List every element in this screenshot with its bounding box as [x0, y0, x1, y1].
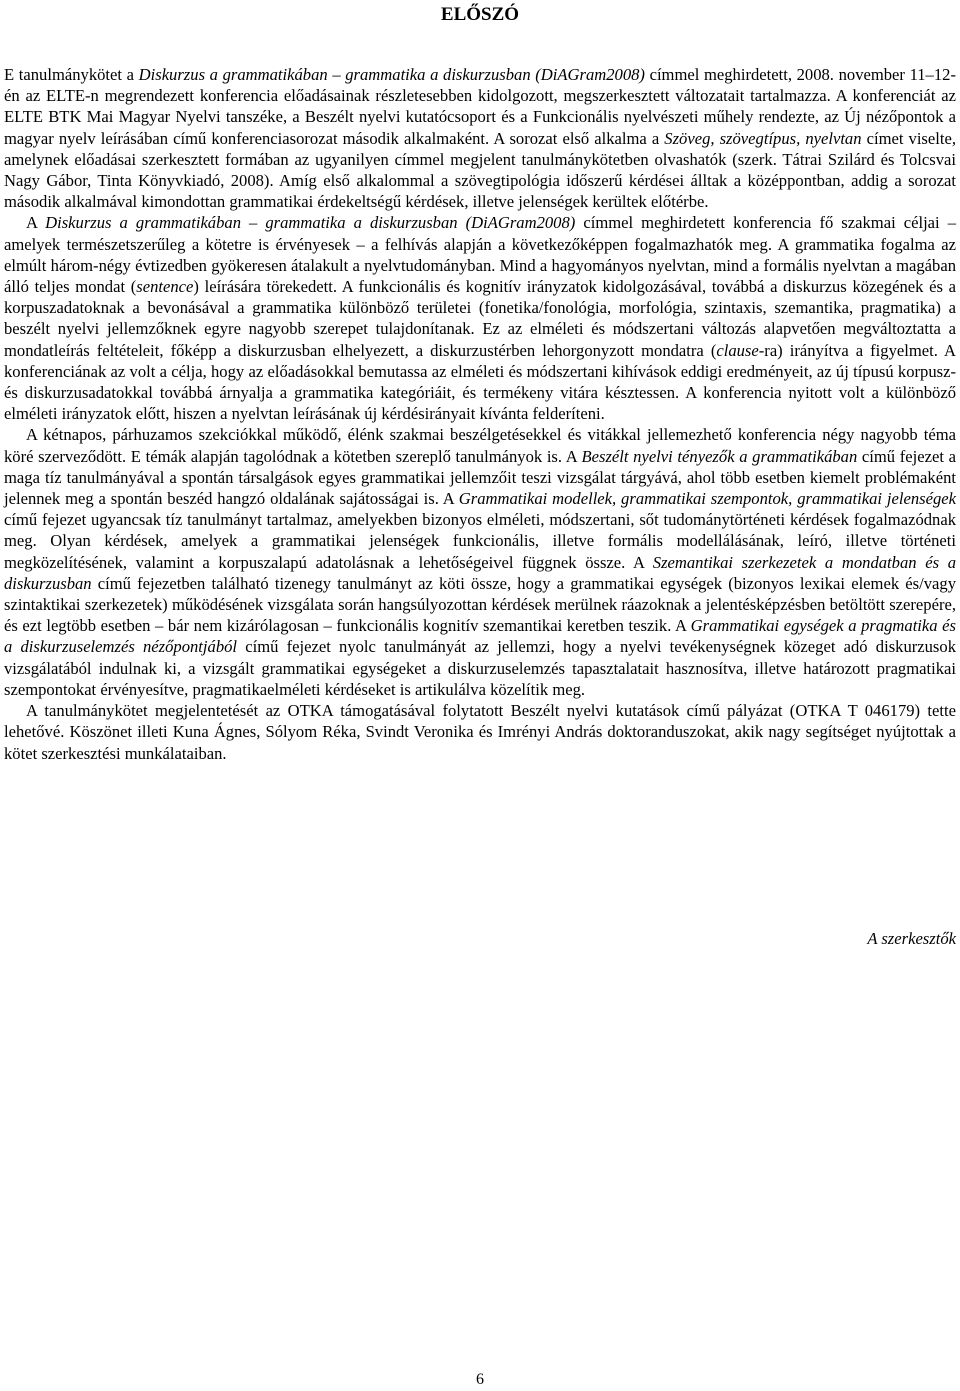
italic-text-run: Beszélt nyelvi tényezők a grammatikában [581, 446, 858, 466]
italic-text-run: Grammatikai egységek a pragmatika és a diskurzuselemzés nézőpontjából [4, 616, 956, 657]
text-run: E tanulmánykötet a [4, 65, 139, 84]
text-run: A [26, 213, 46, 233]
text-run: -ra) irányítva a figyelmet. A konferenciának az volt a célja, hogy az előadásokkal bemutassa az elméleti és módszertani kihívások eddigi eredményeit, az új típusú korpusz- és diskurzusadatokkal továbbá árnyalja a grammatika kategóriáit, és termékeny vitára késztessen. A konferencia nyitott volt a különböző elméleti irányzatok előtt, hiszen a nyelvtan leírásának új kérdésirányait kívánta felderíteni. [4, 340, 956, 424]
paragraph-3 [4, 424, 956, 700]
body-text [4, 64, 956, 764]
italic-text-run: sentence [136, 277, 194, 297]
signature: A szerkesztők [867, 929, 956, 948]
page-title: ELŐSZÓ [440, 4, 520, 25]
italic-text-run: Diskurzus a grammatikában – grammatika a diskurzusban (DiAGram2008) [138, 65, 645, 84]
paragraph-1 [4, 64, 956, 212]
italic-text-run: clause [716, 340, 759, 360]
text-run: A tanulmánykötet megjelentetését az OTKA támogatásával folytatott Beszélt nyelvi kutatások című pályázat (OTKA T 046179) tette lehetővé. Köszönet illeti Kuna Ágnes, Sólyom Réka, Svindt Veronika és Imrényi András doktoranduszokat, akik nagy segítséget nyújtottak a kötet szerkesztési munkálataiban. [4, 701, 956, 763]
italic-text-run: Szemantikai szerkezetek a mondatban és a diskurzusban [4, 552, 957, 593]
italic-text-run: Diskurzus a grammatikában – grammatika a diskurzusban (DiAGram2008) [45, 213, 576, 233]
text-run: című fejezet nyolc tanulmányát az jellemzi, hogy a nyelvi tevékenységnek közeget adó diskurzusok vizsgálatából indulnak ki, a vizsgált grammatikai egységeket a diskurzuselemzés tapasztalatait hasznosítva, illetve határozott pragmatikai szempontokat érvényesítve, pragmatikaelméleti kérdéseket is artikulálva közelítik meg. [4, 637, 956, 699]
text-run: A kétnapos, párhuzamos szekciókkal működő, élénk szakmai beszélgetésekkel és vitákkal jellemezhető konferencia négy nagyobb téma köré szerveződött. E témák alapján tagolódnak a kötetben szereplő tanulmányok is. A [4, 425, 956, 466]
text-run: című fejezet a maga tíz tanulmányával a spontán társalgások egyes grammatikai jellemzőit teszi vizsgálat tárgyává, ahol több esetben kiemelt problémaként jelennek meg a spontán beszéd hangzó oldalának sajátosságai is. A [4, 446, 956, 509]
text-run: címet viselte, amelynek előadásai szerkesztett formában az ugyanilyen címmel megjelent tanulmánykötetben olvashatók (szerk. Tátrai Szilárd és Tolcsvai Nagy Gábor, Tinta Könyvkiadó, 2008). Amíg első alkalommal a szövegtipológia időszerű kérdései álltak a középpontban, addig a sorozat második alkalmával kimondottan grammatikai érdekeltségű kérdések, illetve jelenségek kerültek előtérbe. [4, 128, 956, 212]
text-run: címmel meghirdetett, 2008. november 11–12-én az ELTE-n megrendezett konferencia előadásainak részletesebben kidolgozott, megszerkesztett változatait tartalmazza. A konferenciát az ELTE BTK Mai Magyar Nyelvi tanszéke, a Beszélt nyelvi kutatócsoport és a Funkcionális nyelvészeti műhely rendezte, az Új nézőpontok a magyar nyelv leírásában című konferenciasorozat második alkalmaként. A sorozat első alkalma a [4, 65, 956, 148]
italic-text-run: Grammatikai modellek, grammatikai szempontok, grammatikai jelenségek [458, 489, 956, 509]
page-number: 6 [476, 1371, 484, 1388]
paragraph-4 [4, 700, 956, 764]
document-page [4, 0, 956, 1391]
text-run: című fejezet ugyancsak tíz tanulmányt tartalmaz, amelyekben bizonyos elméleti, módszertani, sőt tudománytörténeti kérdések fogalmazódnak meg. Olyan kérdések, amelyek a grammatikai jelenségek funkcionális, illetve formális modellálásának, leíró, illetve történeti megközelítésének, valamint a korpuszalapú adatolásnak a lehetőségeivel függnek össze. A [4, 510, 956, 572]
text-run: ) leírására törekedett. A funkcionális és kognitív irányzatok kidolgozásával, továbbá a diskurzus közegének és a korpuszadatoknak a bevonásával a grammatika különböző területei (fonetika/fonológia, morfológia, szintaxis, szemantika, pragmatika) a beszélt nyelvi jellemzőknek egyre nagyobb szerepet tulajdonítanak. Ez az elméleti és módszertani változás alapvetően megváltoztatta a mondatleírás feltételeit, főképp a diskurzusban elhelyezett, a diskurzustérben lehorgonyzott mondatra ( [4, 277, 956, 360]
text-run: címmel meghirdetett konferencia fő szakmai céljai – amelyek természetszerűleg a kötetre is érvényesek – a felhívás alapján a következőképpen fogalmazhatók meg. A grammatika fogalma az elmúlt három-négy évtizedben gyökeresen átalakult a nyelvtudományban. Mind a hagyományos nyelvtan, mind a formális nyelvtan a magában álló teljes mondat ( [4, 213, 956, 297]
paragraph-2 [4, 212, 956, 424]
text-run: című fejezetben található tizenegy tanulmányt az köti össze, hogy a grammatikai egységek (bizonyos lexikai elemek és/vagy szintaktikai szerkezetek) működésének vizsgálata során hangsúlyozottan kérdések merülnek ráazoknak a jelentésképzésben betöltött szerepére, és ezt legtöbb esetben – bár nem kizárólagosan – funkcionális kognitív szemantikai keretben teszik. A [4, 573, 956, 636]
italic-text-run: Szöveg, szövegtípus, nyelvtan [664, 128, 862, 148]
